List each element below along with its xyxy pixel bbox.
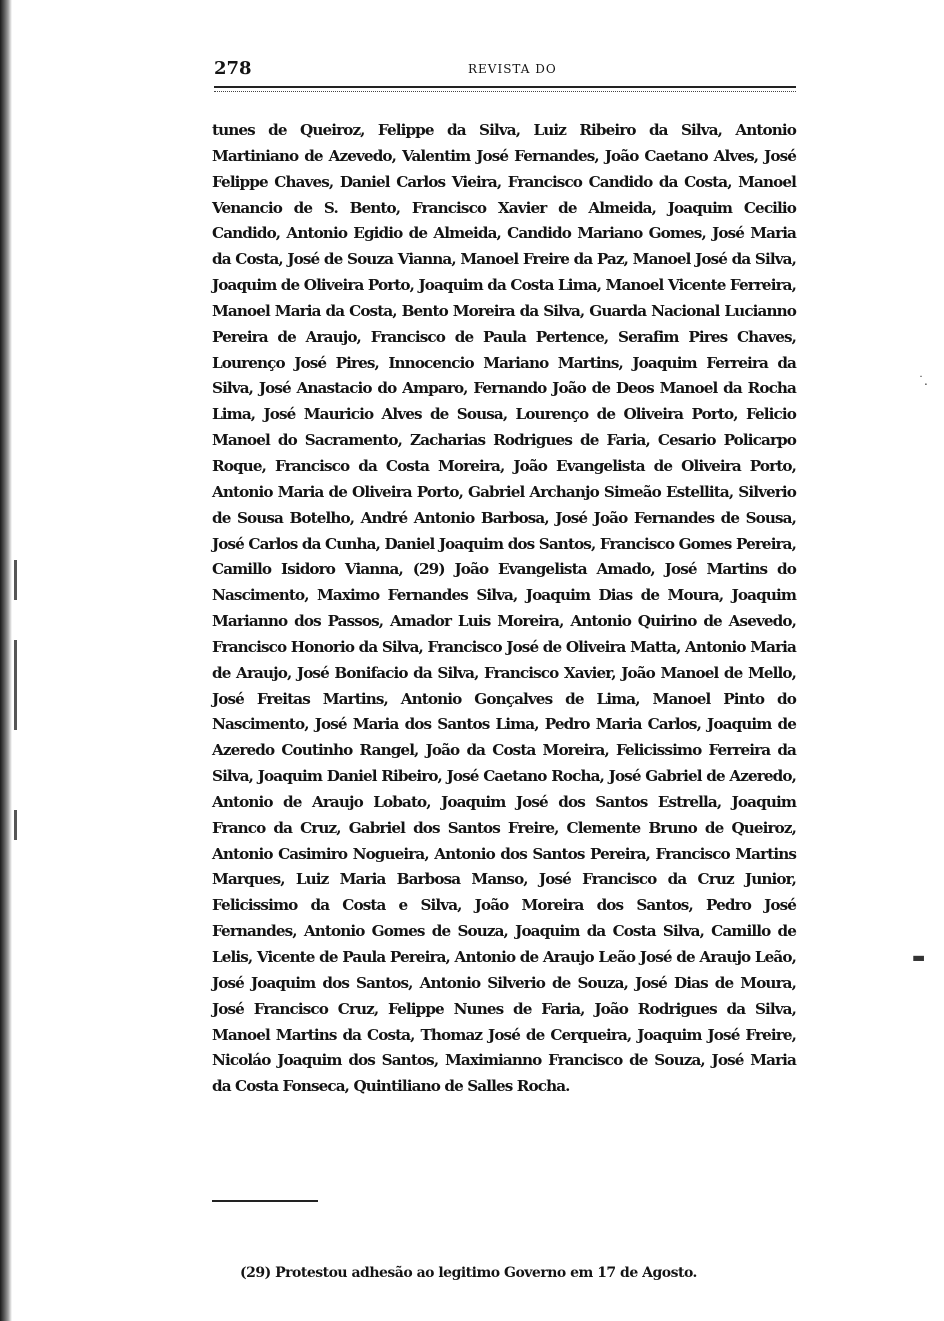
running-title: REVISTA DO [468,62,557,76]
body-paragraph: tunes de Queiroz, Felippe da Silva, Luiz Ribeiro da Silva, Antonio Martiniano de Azevedo, Valentim José Fernandes, João Caetano Alves, José Felippe Chaves, Daniel Carlos Vieira, Francisco Candido da Costa, Manoel Venancio de S. Bento, Francisco Xavier de Almeida, Joaquim Cecilio Candido, Antonio Egidio de Almeida, Candido Mariano Gomes, José Maria da Costa, José de Souza Vianna, Manoel Freire da Paz, Manoel José da Silva, Joaquim de Oliveira Porto, Joaquim da Costa Lima, Manoel Vicente Ferreira, Manoel Maria da Costa, Bento Moreira da Silva, Guarda Nacional Lucianno Pereira de Araujo, Francisco de Paula Pertence, Serafim Pires Chaves, Lourenço José Pires, Innocencio Mariano Martins, Joaquim Ferreira da Silva, José Anastacio do Amparo, Fernando João de Deos Manoel da Rocha Lima, José Mauricio Alves de Sousa, Lourenço de Oliveira Porto, Felicio Manoel do Sacramento, Zacharias Rodrigues de Faria, Cesario Policarpo Roque, Francisco da Costa Moreira, João Evangelista de Oliveira Porto, Antonio Maria de Oliveira Porto, Gabriel Archanjo Simeão Estellita, Silverio de Sousa Botelho, André Antonio Barbosa, José João Fernandes de Sousa, José Carlos da Cunha, Daniel Joaquim dos Santos, Francisco Gomes Pereira, Camillo Isidoro Vianna, (29) João Evangelista Amado, José Martins do Nascimento, Maximo Fernandes Silva, Joaquim Dias de Moura, Joaquim Marianno dos Passos, Amador Luis Moreira, Antonio Quirino de Asevedo, Francisco Honorio da Silva, Francisco José de Oliveira Matta, Antonio Maria de Araujo, José Bonifacio da Silva, Francisco Xavier, João Manoel de Mello, José Freitas Martins, Antonio Gonçalves de Lima, Manoel Pinto do Nascimento, José Maria dos Santos Lima, Pedro Maria Carlos, Joaquim de Azeredo Coutinho Rangel, João da Costa Moreira, Felicissimo Ferreira da Silva, Joaquim Daniel Ribeiro, José Caetano Rocha, José Gabriel de Azeredo, Antonio de Araujo Lobato, Joaquim José dos Santos Estrella, Joaquim Franco da Cruz, Gabriel dos Santos Freire, Clemente Bruno de Queiroz, Antonio Casimiro Nogueira, Antonio dos Santos Pereira, Francisco Martins Marques, Luiz Maria Barbosa Manso, José Francisco da Cruz Junior, Felicissimo da Costa e Silva, João Moreira dos Santos, Pedro José Fernandes, Antonio Gomes de Souza, Joaquim da Costa Silva, Camillo de Lelis, Vicente de Paula Pereira, Antonio de Araujo Leão José de Araujo Leão, José Joaquim dos Santos, Antonio Silverio de Souza, José Dias de Moura, José Francisco Cruz, Felippe Nunes de Faria, João Rodrigues da Silva, Manoel Martins da Costa, Thomaz José de Cerqueira, Joaquim José Freire, Nicoláo Joaquim dos Santos, Maximianno Francisco de Souza, José Maria da Costa Fonseca, Quintiliano de Salles Rocha. [212,121,796,1096]
binding-speck [14,810,17,840]
page-number: 278 [214,58,252,79]
margin-speck: ▬ [912,950,926,966]
header-rule [214,86,796,92]
margin-speck: ˙. [918,374,928,388]
binding-speck [14,640,17,730]
footnote: (29) Protestou adhesão ao legitimo Governo em 17 de Agosto. [240,1265,697,1281]
binding-speck [14,560,17,600]
page-binding-edge [0,0,12,1321]
footnote-rule [212,1200,318,1202]
